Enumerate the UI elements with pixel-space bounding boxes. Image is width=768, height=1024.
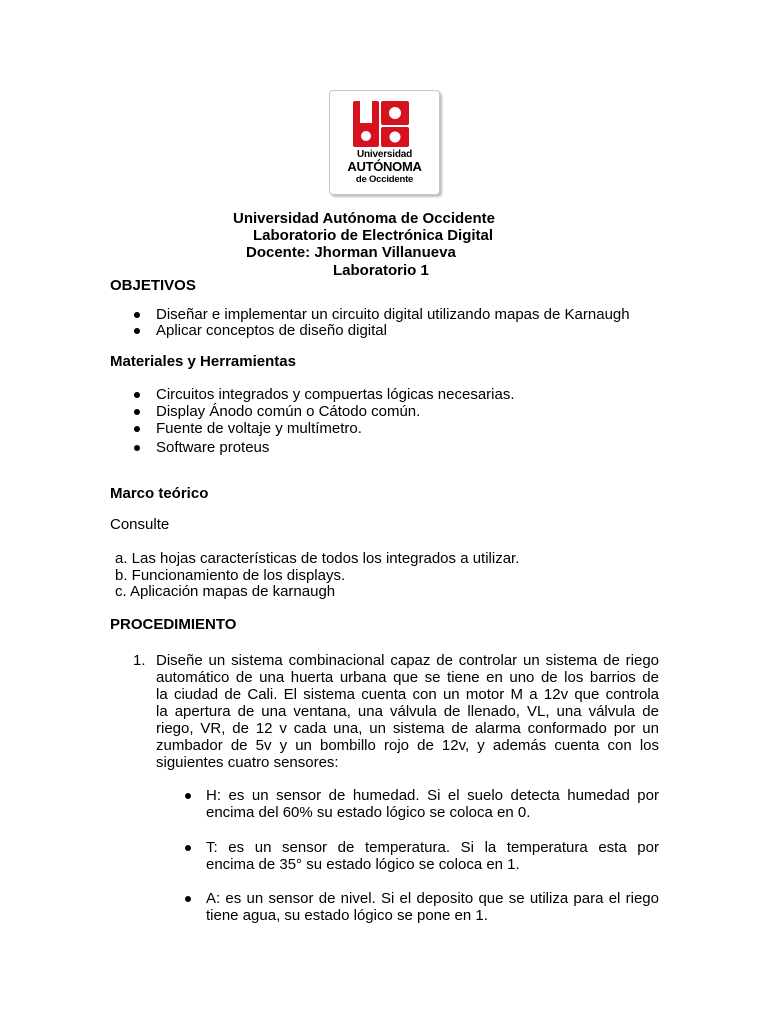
material-item: Display Ánodo común o Cátodo común. bbox=[156, 403, 421, 420]
sensor-line: A: es un sensor de nivel. Si el deposito que se utiliza para el riego bbox=[206, 890, 659, 907]
bullet-icon bbox=[134, 392, 140, 398]
sensor-line: encima del 60% su estado lógico se coloca en 0. bbox=[206, 804, 531, 821]
paragraph-line: Diseñe un sistema combinacional capaz de controlar un sistema de riego bbox=[156, 652, 659, 669]
procedimiento-heading: PROCEDIMIENTO bbox=[110, 616, 237, 633]
paragraph-line: automático de una huerta urbana que se tiene en uno de los barrios de bbox=[156, 669, 659, 686]
material-item: Fuente de voltaje y multímetro. bbox=[156, 420, 362, 437]
bullet-icon bbox=[185, 896, 191, 902]
marco-intro: Consulte bbox=[110, 516, 170, 533]
sensor-line: H: es un sensor de humedad. Si el suelo detecta humedad por bbox=[206, 787, 659, 804]
marco-item: b. Funcionamiento de los displays. bbox=[115, 567, 346, 584]
bullet-icon bbox=[134, 426, 140, 432]
uao-emblem-icon bbox=[330, 91, 439, 151]
marco-item: c. Aplicación mapas de karnaugh bbox=[115, 583, 336, 600]
objetivo-item: Diseñar e implementar un circuito digital utilizando mapas de Karnaugh bbox=[156, 306, 630, 323]
logo-line-autonoma: AUTÓNOMA bbox=[347, 159, 422, 174]
bullet-icon bbox=[134, 328, 140, 334]
bullet-icon bbox=[185, 845, 191, 851]
logo-line-occidente: de Occidente bbox=[355, 174, 414, 185]
paragraph-line: riego, VR, de 12 v cada una, un sistema de alarma conformado por un bbox=[156, 720, 659, 737]
step-number: 1. bbox=[133, 652, 146, 669]
sensor-item-t bbox=[206, 839, 659, 873]
objetivos-heading: OBJETIVOS bbox=[110, 277, 196, 294]
marco-heading: Marco teórico bbox=[110, 485, 209, 502]
lab-name: Laboratorio de Electrónica Digital bbox=[253, 227, 494, 244]
step-paragraph bbox=[156, 652, 659, 771]
university-logo bbox=[329, 90, 440, 195]
materiales-heading: Materiales y Herramientas bbox=[110, 353, 296, 370]
teacher-name: Docente: Jhorman Villanueva bbox=[246, 244, 456, 261]
marco-item: a. Las hojas características de todos los integrados a utilizar. bbox=[115, 550, 520, 567]
bullet-icon bbox=[134, 409, 140, 415]
objetivo-item: Aplicar conceptos de diseño digital bbox=[156, 322, 387, 339]
sensor-item-a bbox=[206, 890, 659, 924]
sensor-item-h bbox=[206, 787, 659, 821]
lab-number: Laboratorio 1 bbox=[333, 262, 429, 279]
material-item: Software proteus bbox=[156, 439, 270, 456]
paragraph-line: la ciudad de Cali. El sistema cuenta con un motor M a 12v que controla bbox=[156, 686, 659, 703]
sensor-line: tiene agua, su estado lógico se pone en 1. bbox=[206, 907, 488, 924]
bullet-icon bbox=[134, 312, 140, 318]
paragraph-line: la apertura de una ventana, una válvula de llenado, VL, una válvula de bbox=[156, 703, 659, 720]
sensor-line: T: es un sensor de temperatura. Si la temperatura esta por bbox=[206, 839, 659, 856]
paragraph-line: zumbador de 5v y un bombillo rojo de 12v, y además cuenta con los bbox=[156, 737, 659, 754]
sensor-line: encima de 35° su estado lógico se coloca en 1. bbox=[206, 856, 520, 873]
material-item: Circuitos integrados y compuertas lógicas necesarias. bbox=[156, 386, 515, 403]
university-name: Universidad Autónoma de Occidente bbox=[233, 210, 495, 227]
bullet-icon bbox=[134, 445, 140, 451]
paragraph-line: siguientes cuatro sensores: bbox=[156, 754, 339, 771]
bullet-icon bbox=[185, 793, 191, 799]
logo-line-universidad: Universidad bbox=[356, 149, 413, 160]
